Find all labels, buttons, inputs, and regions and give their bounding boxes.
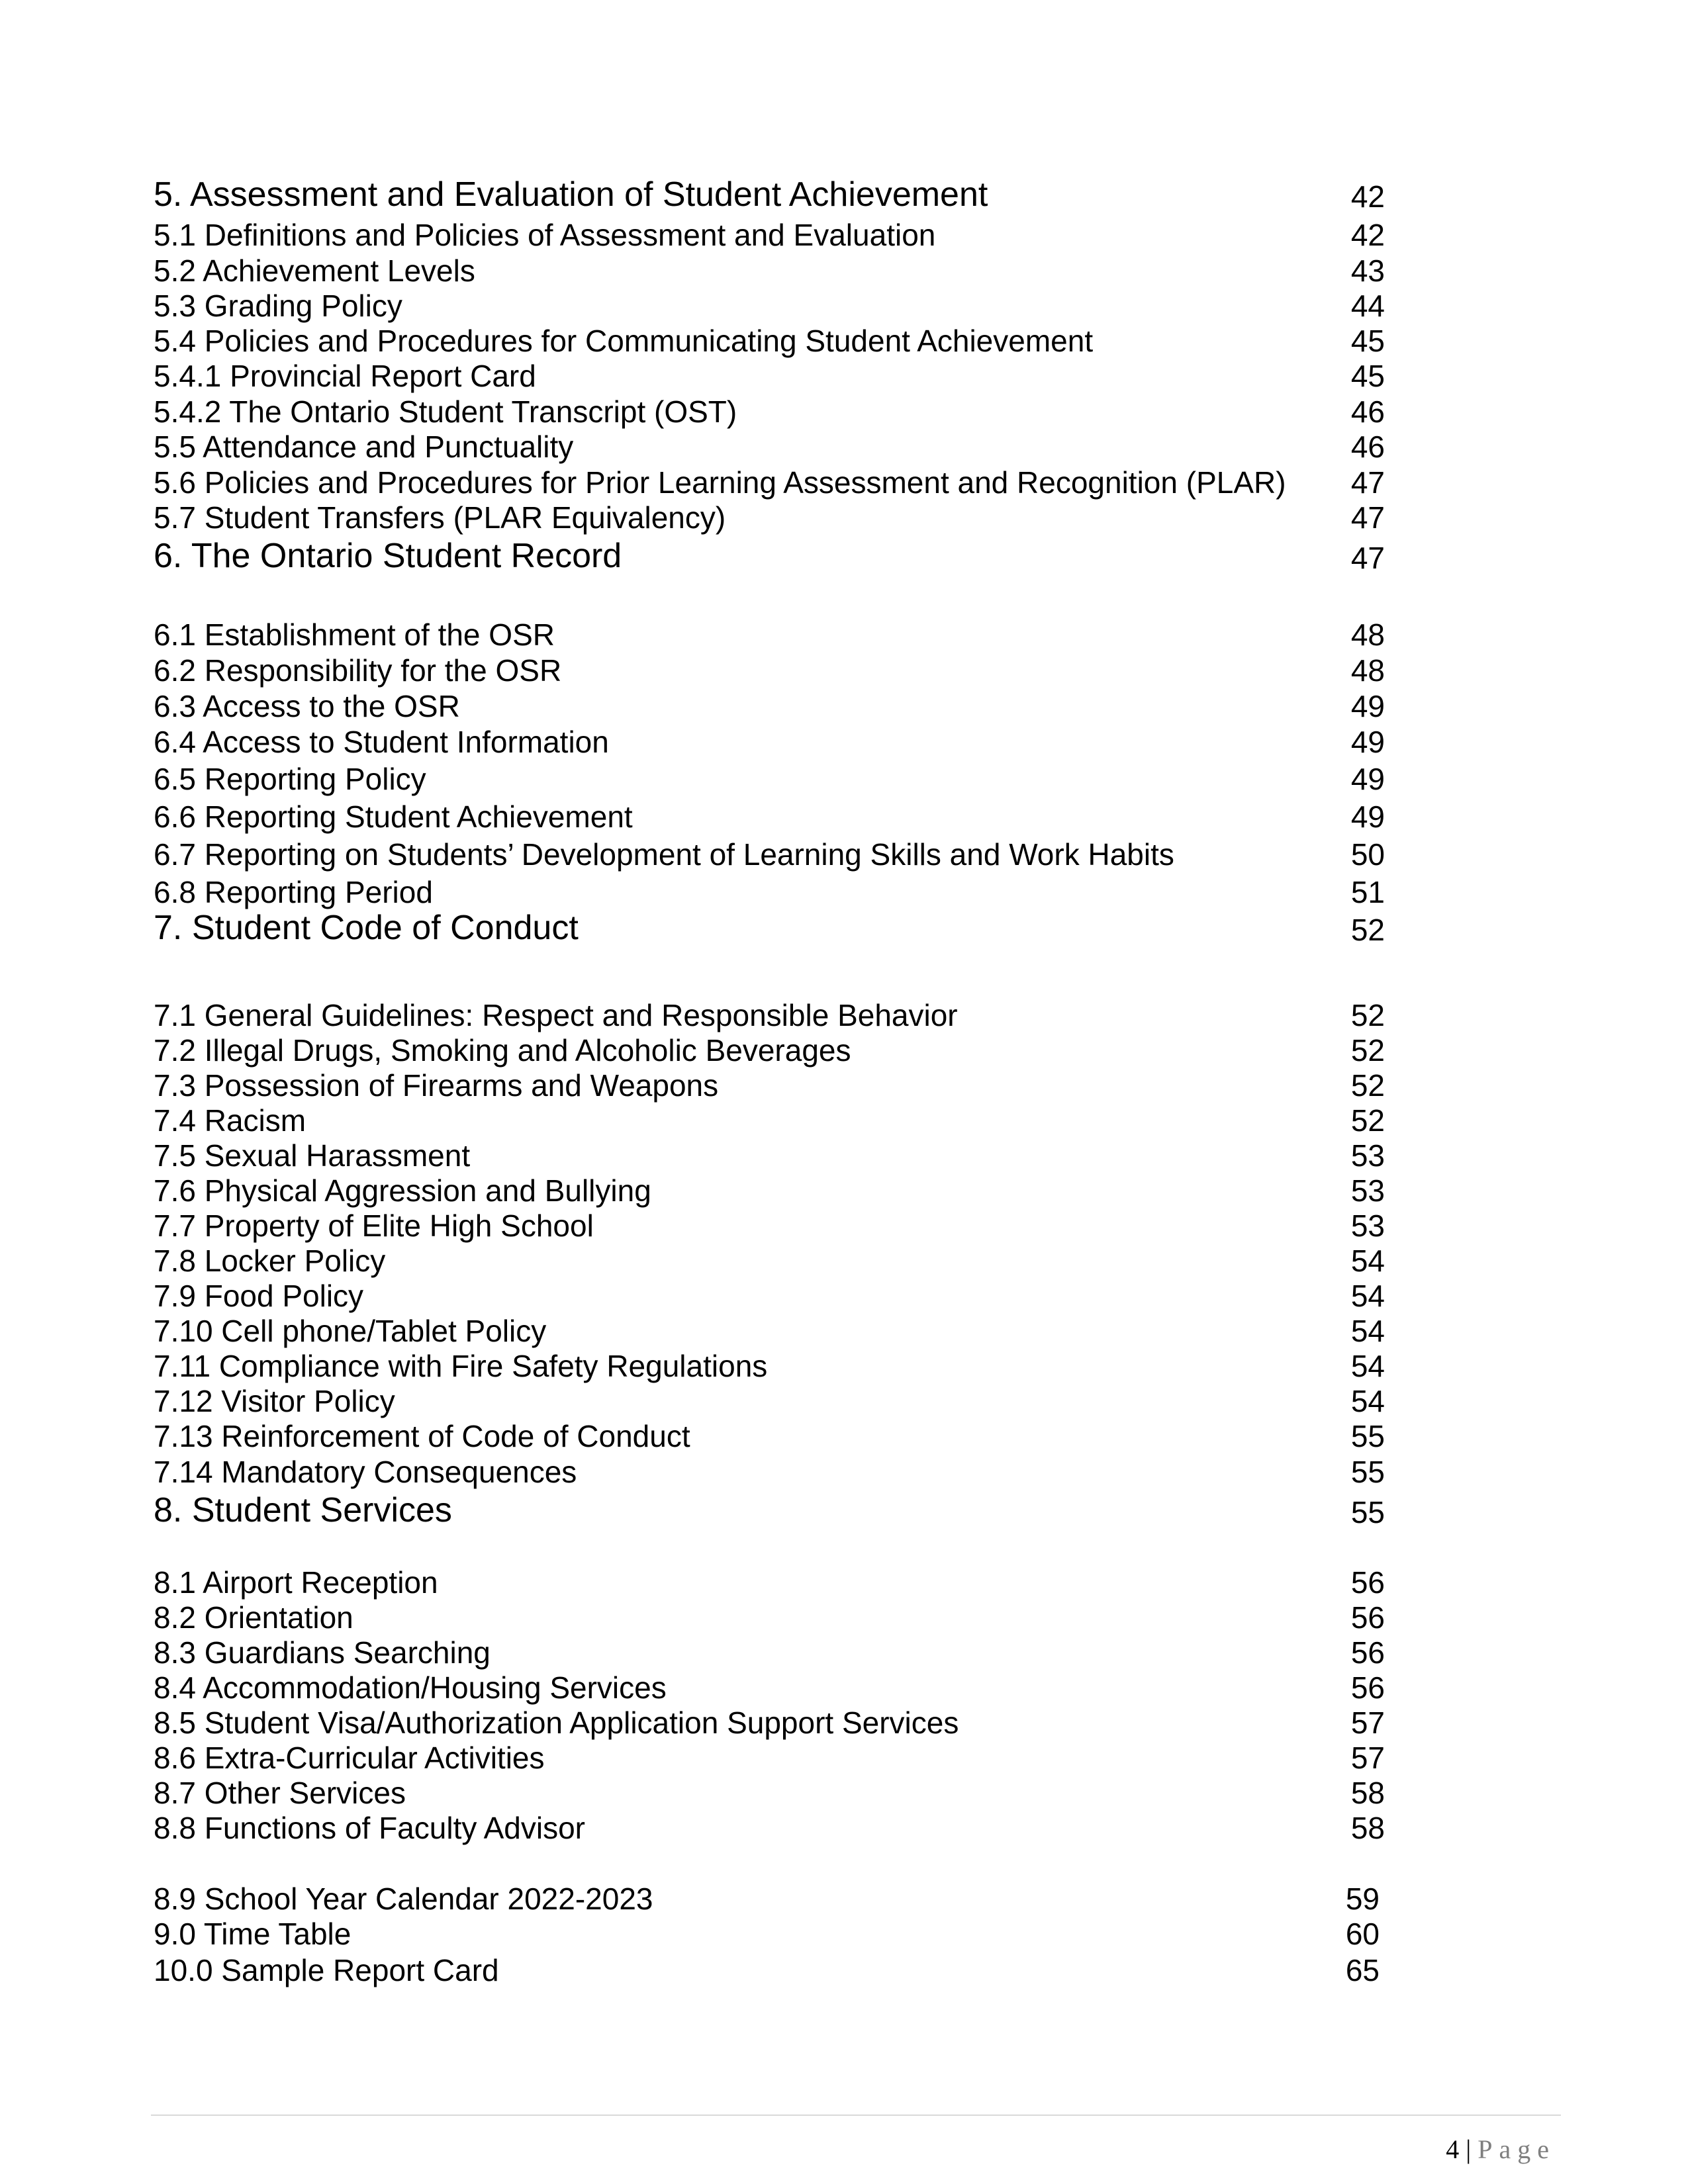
toc-entry-page: 65: [1345, 1953, 1380, 1987]
toc-entry-title: 5.5 Attendance and Punctuality: [154, 430, 574, 464]
toc-entry-title: 7.3 Possession of Firearms and Weapons: [154, 1068, 719, 1103]
toc-entry-title: 5.7 Student Transfers (PLAR Equivalency): [154, 500, 726, 535]
toc-entry-page: 48: [1350, 617, 1385, 652]
toc-entry-title: 8.6 Extra-Curricular Activities: [154, 1741, 545, 1775]
toc-entry-page: 42: [1350, 218, 1385, 252]
toc-entry[interactable]: [154, 1915, 1380, 1954]
toc-entry-page: 59: [1345, 1882, 1380, 1916]
toc-entry-page: 58: [1350, 1776, 1385, 1810]
toc-entry-page: 52: [1350, 998, 1385, 1032]
toc-entry-page: 56: [1350, 1565, 1385, 1600]
toc-entry-page: 54: [1350, 1314, 1385, 1348]
toc-entry-page: 44: [1350, 289, 1385, 323]
toc-entry-page: 43: [1350, 253, 1385, 288]
toc-entry-page: 60: [1345, 1917, 1380, 1951]
toc-entry-title: 5.1 Definitions and Policies of Assessment and Evaluation: [154, 218, 936, 252]
toc-entry-title: 8.2 Orientation: [154, 1600, 353, 1635]
toc-entry-title: 7.11 Compliance with Fire Safety Regulations: [154, 1349, 768, 1383]
toc-entry[interactable]: [154, 1453, 1385, 1492]
toc-entry-page: 54: [1350, 1384, 1385, 1418]
toc-entry-title: 8.5 Student Visa/Authorization Application Support Services: [154, 1706, 959, 1740]
toc-entry-page: 55: [1350, 1495, 1385, 1529]
toc-entry[interactable]: [154, 251, 1385, 291]
toc-entry-title: 8.3 Guardians Searching: [154, 1635, 491, 1670]
toc-entry-title: 6.5 Reporting Policy: [154, 762, 426, 796]
toc-entry-title: 8.1 Airport Reception: [154, 1565, 438, 1600]
toc-entry-page: 52: [1350, 1103, 1385, 1138]
toc-entry-title: 5.4 Policies and Procedures for Communicating Student Achievement: [154, 324, 1094, 358]
page-footer: [1446, 2136, 1556, 2163]
toc-entry-title: 7.1 General Guidelines: Respect and Responsible Behavior: [154, 998, 958, 1032]
toc-entry[interactable]: [154, 1598, 1385, 1638]
toc-entry[interactable]: [154, 392, 1385, 432]
toc-entry-title: 6.7 Reporting on Students’ Development of Learning Skills and Work Habits: [154, 837, 1174, 872]
toc-entry[interactable]: [154, 1347, 1385, 1387]
toc-entry-title: 7.2 Illegal Drugs, Smoking and Alcoholic Beverages: [154, 1033, 851, 1068]
toc-entry[interactable]: [154, 498, 1385, 538]
toc-entry[interactable]: [154, 1704, 1385, 1743]
toc-entry-page: 58: [1350, 1811, 1385, 1845]
toc-entry-page: 54: [1350, 1279, 1385, 1313]
footer-page-label: Page: [1477, 2134, 1556, 2164]
toc-entry-page: 48: [1350, 653, 1385, 688]
toc-entry[interactable]: [154, 463, 1385, 503]
footer-divider: [151, 2115, 1561, 2116]
toc-entry-title: 7.6 Physical Aggression and Bullying: [154, 1173, 651, 1208]
toc-entry[interactable]: [154, 760, 1385, 799]
toc-entry[interactable]: [154, 615, 1385, 655]
toc-entry-title: 7.9 Food Policy: [154, 1279, 364, 1313]
toc-entry-page: 42: [1350, 179, 1385, 214]
toc-entry-title: 5.2 Achievement Levels: [154, 253, 475, 288]
toc-entry[interactable]: [154, 1101, 1385, 1141]
toc-entry[interactable]: [154, 1563, 1385, 1603]
toc-entry-title: 8.7 Other Services: [154, 1776, 406, 1810]
toc-entry[interactable]: [154, 1277, 1385, 1316]
toc-entry-title: 10.0 Sample Report Card: [154, 1953, 499, 1987]
toc-entry-page: 54: [1350, 1349, 1385, 1383]
toc-entry[interactable]: [154, 651, 1385, 691]
toc-section-heading[interactable]: [154, 177, 1385, 217]
toc-section-heading[interactable]: [154, 911, 1385, 950]
toc-entry-page: 53: [1350, 1208, 1385, 1243]
toc-entry[interactable]: [154, 835, 1385, 875]
toc-entry-title: 5. Assessment and Evaluation of Student Achievement: [154, 175, 988, 214]
toc-entry[interactable]: [154, 1633, 1385, 1673]
toc-entry-page: 57: [1350, 1706, 1385, 1740]
toc-entry[interactable]: [154, 1312, 1385, 1351]
toc-entry[interactable]: [154, 357, 1385, 396]
toc-entry-page: 47: [1350, 465, 1385, 500]
toc-entry[interactable]: [154, 1951, 1380, 1991]
toc-entry-page: 50: [1350, 837, 1385, 872]
toc-entry[interactable]: [154, 723, 1385, 762]
toc-entry[interactable]: [154, 1739, 1385, 1778]
toc-entry-title: 5.6 Policies and Procedures for Prior Learning Assessment and Recognition (PLAR): [154, 465, 1286, 500]
toc-entry-page: 52: [1350, 1068, 1385, 1103]
toc-entry-title: 7.10 Cell phone/Tablet Policy: [154, 1314, 547, 1348]
toc-entry-page: 54: [1350, 1244, 1385, 1278]
toc-entry-page: 49: [1350, 799, 1385, 834]
toc-section-heading[interactable]: [154, 1493, 1385, 1533]
toc-entry[interactable]: [154, 1136, 1385, 1176]
toc-entry[interactable]: [154, 1668, 1385, 1708]
toc-entry[interactable]: [154, 1809, 1385, 1848]
toc-entry-page: 47: [1350, 500, 1385, 535]
toc-entry-page: 55: [1350, 1455, 1385, 1489]
toc-entry-page: 45: [1350, 324, 1385, 358]
toc-entry[interactable]: [154, 797, 1385, 837]
toc-entry-title: 5.4.2 The Ontario Student Transcript (OST): [154, 394, 737, 429]
toc-entry-title: 6.8 Reporting Period: [154, 875, 433, 909]
toc-entry-title: 7.14 Mandatory Consequences: [154, 1455, 577, 1489]
toc-entry-page: 49: [1350, 762, 1385, 796]
toc-entry[interactable]: [154, 216, 1385, 255]
toc-entry[interactable]: [154, 428, 1385, 467]
toc-entry[interactable]: [154, 1382, 1385, 1422]
toc-entry[interactable]: [154, 322, 1385, 361]
toc-entry-title: 7.13 Reinforcement of Code of Conduct: [154, 1419, 690, 1453]
toc-entry-title: 7.8 Locker Policy: [154, 1244, 386, 1278]
toc-entry-title: 8. Student Services: [154, 1491, 452, 1529]
toc-entry[interactable]: [154, 1031, 1385, 1071]
toc-entry-title: 7.7 Property of Elite High School: [154, 1208, 594, 1243]
toc-entry-page: 55: [1350, 1419, 1385, 1453]
toc-entry[interactable]: [154, 996, 1385, 1036]
toc-entry-page: 49: [1350, 689, 1385, 723]
toc-entry-title: 6.3 Access to the OSR: [154, 689, 460, 723]
toc-entry-title: 7.4 Racism: [154, 1103, 306, 1138]
toc-entry-title: 6.6 Reporting Student Achievement: [154, 799, 633, 834]
toc-entry-title: 5.3 Grading Policy: [154, 289, 402, 323]
toc-entry[interactable]: [154, 1171, 1385, 1211]
toc-entry-page: 56: [1350, 1635, 1385, 1670]
toc-section-heading[interactable]: [154, 539, 1385, 578]
toc-entry-title: 6.2 Responsibility for the OSR: [154, 653, 562, 688]
toc-entry-page: 53: [1350, 1138, 1385, 1173]
toc-entry[interactable]: [154, 687, 1385, 727]
toc-entry-title: 7. Student Code of Conduct: [154, 909, 579, 947]
toc-entry-title: 7.5 Sexual Harassment: [154, 1138, 471, 1173]
toc-entry-title: 6.1 Establishment of the OSR: [154, 617, 555, 652]
toc-entry-title: 5.4.1 Provincial Report Card: [154, 359, 536, 393]
toc-entry-title: 7.12 Visitor Policy: [154, 1384, 395, 1418]
toc-entry-title: 9.0 Time Table: [154, 1917, 352, 1951]
footer-separator: |: [1466, 2134, 1472, 2164]
toc-entry-page: 47: [1350, 541, 1385, 575]
toc-entry[interactable]: [154, 1066, 1385, 1106]
toc-entry[interactable]: [154, 873, 1385, 913]
toc-entry-page: 53: [1350, 1173, 1385, 1208]
toc-entry[interactable]: [154, 1880, 1380, 1919]
toc-entry-page: 46: [1350, 394, 1385, 429]
toc-entry[interactable]: [154, 1206, 1385, 1246]
toc-entry-page: 49: [1350, 725, 1385, 759]
toc-entry[interactable]: [154, 287, 1385, 326]
toc-entry-title: 8.9 School Year Calendar 2022-2023: [154, 1882, 653, 1916]
toc-entry-page: 52: [1350, 1033, 1385, 1068]
toc-entry-page: 56: [1350, 1600, 1385, 1635]
toc-entry-page: 57: [1350, 1741, 1385, 1775]
toc-entry-page: 52: [1350, 913, 1385, 947]
toc-entry-title: 8.4 Accommodation/Housing Services: [154, 1670, 667, 1705]
toc-entry-page: 46: [1350, 430, 1385, 464]
toc-entry-title: 8.8 Functions of Faculty Advisor: [154, 1811, 585, 1845]
toc-entry[interactable]: [154, 1774, 1385, 1813]
toc-entry-page: 56: [1350, 1670, 1385, 1705]
toc-entry[interactable]: [154, 1417, 1385, 1457]
footer-page-number: 4: [1446, 2134, 1460, 2164]
toc-entry[interactable]: [154, 1242, 1385, 1281]
toc-entry-title: 6.4 Access to Student Information: [154, 725, 609, 759]
toc-entry-title: 6. The Ontario Student Record: [154, 537, 622, 575]
toc-entry-page: 51: [1350, 875, 1385, 909]
toc-entry-page: 45: [1350, 359, 1385, 393]
